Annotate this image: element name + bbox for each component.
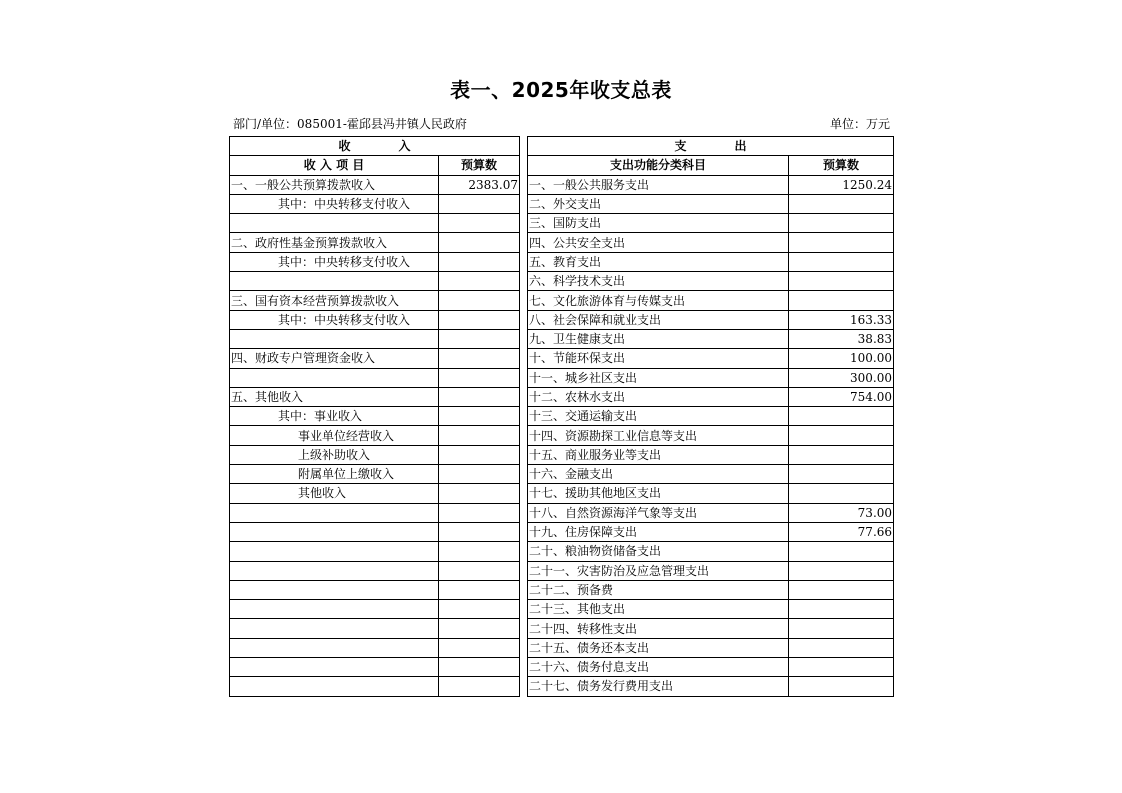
expense-budget-cell: 754.00 (789, 387, 894, 406)
income-item-cell: 二、政府性基金预算拨款收入 (230, 233, 439, 252)
table-row (230, 387, 894, 406)
expense-budget-cell (789, 638, 894, 657)
expense-budget-cell: 77.66 (789, 522, 894, 541)
table-row (230, 542, 894, 561)
expense-item-cell: 二十二、预备费 (528, 580, 789, 599)
income-item-cell (230, 503, 439, 522)
expense-item-cell: 十二、农林水支出 (528, 387, 789, 406)
income-item-cell: 四、财政专户管理资金收入 (230, 349, 439, 368)
expense-budget-cell (789, 272, 894, 291)
income-item-cell (230, 272, 439, 291)
column-gap (520, 465, 528, 484)
income-budget-cell (439, 291, 520, 310)
income-budget-cell (439, 561, 520, 580)
column-gap (520, 522, 528, 541)
column-gap (520, 503, 528, 522)
expense-budget-header: 预算数 (789, 156, 894, 175)
table-row (230, 252, 894, 271)
expense-budget-cell (789, 600, 894, 619)
table-row (230, 619, 894, 638)
expense-budget-cell (789, 194, 894, 213)
table-row (230, 426, 894, 445)
table-row (230, 194, 894, 213)
column-gap (520, 252, 528, 271)
table-header-row-2 (230, 156, 894, 175)
income-budget-cell (439, 310, 520, 329)
table-body (230, 175, 894, 696)
budget-table (229, 136, 894, 697)
expense-item-cell: 二十六、债务付息支出 (528, 658, 789, 677)
table-row (230, 349, 894, 368)
table-row (230, 175, 894, 194)
income-item-cell (230, 580, 439, 599)
table-row (230, 600, 894, 619)
income-budget-cell (439, 272, 520, 291)
expense-budget-cell: 100.00 (789, 349, 894, 368)
expense-budget-cell (789, 426, 894, 445)
column-gap (520, 137, 528, 156)
expense-item-cell: 二十一、灾害防治及应急管理支出 (528, 561, 789, 580)
expense-budget-cell: 1250.24 (789, 175, 894, 194)
income-budget-cell (439, 542, 520, 561)
income-item-cell (230, 214, 439, 233)
income-item-cell (230, 522, 439, 541)
table-row (230, 310, 894, 329)
column-gap (520, 175, 528, 194)
expense-item-cell: 七、文化旅游体育与传媒支出 (528, 291, 789, 310)
column-gap (520, 426, 528, 445)
column-gap (520, 445, 528, 464)
expense-item-cell: 五、教育支出 (528, 252, 789, 271)
income-item-cell: 附属单位上缴收入 (230, 465, 439, 484)
column-gap (520, 561, 528, 580)
table-row (230, 291, 894, 310)
income-item-cell: 上级补助收入 (230, 445, 439, 464)
column-gap (520, 484, 528, 503)
table-row (230, 445, 894, 464)
expense-section-header: 支 出 (528, 137, 894, 156)
income-item-cell (230, 638, 439, 657)
expense-budget-cell: 73.00 (789, 503, 894, 522)
expense-item-cell: 十四、资源勘探工业信息等支出 (528, 426, 789, 445)
table-row (230, 407, 894, 426)
expense-item-cell: 二十、粮油物资储备支出 (528, 542, 789, 561)
table-row (230, 638, 894, 657)
income-section-header: 收 入 (230, 137, 520, 156)
column-gap (520, 600, 528, 619)
expense-budget-cell (789, 465, 894, 484)
income-budget-cell (439, 484, 520, 503)
column-gap (520, 233, 528, 252)
income-budget-cell (439, 503, 520, 522)
income-item-cell (230, 368, 439, 387)
expense-budget-cell (789, 484, 894, 503)
column-gap (520, 310, 528, 329)
table-row (230, 465, 894, 484)
income-item-cell (230, 658, 439, 677)
expense-item-cell: 二十四、转移性支出 (528, 619, 789, 638)
table-row (230, 272, 894, 291)
expense-budget-cell (789, 233, 894, 252)
expense-budget-cell: 163.33 (789, 310, 894, 329)
income-item-cell: 其中：中央转移支付收入 (230, 252, 439, 271)
income-budget-cell (439, 522, 520, 541)
expense-budget-cell (789, 677, 894, 696)
table-header-row-1 (230, 137, 894, 156)
income-item-cell (230, 619, 439, 638)
expense-item-cell: 二十七、债务发行费用支出 (528, 677, 789, 696)
expense-budget-cell (789, 445, 894, 464)
income-budget-cell (439, 426, 520, 445)
expense-budget-cell (789, 542, 894, 561)
income-budget-cell (439, 368, 520, 387)
income-budget-cell (439, 214, 520, 233)
column-gap (520, 194, 528, 213)
table-row (230, 214, 894, 233)
column-gap (520, 214, 528, 233)
unit-label: 单位：万元 (829, 117, 890, 131)
expense-budget-cell (789, 580, 894, 599)
column-gap (520, 387, 528, 406)
table-row (230, 484, 894, 503)
expense-item-cell: 六、科学技术支出 (528, 272, 789, 291)
expense-item-cell: 十七、援助其他地区支出 (528, 484, 789, 503)
expense-budget-cell (789, 619, 894, 638)
income-budget-cell (439, 465, 520, 484)
expense-item-cell: 四、公共安全支出 (528, 233, 789, 252)
table-row (230, 677, 894, 696)
expense-item-cell: 二十三、其他支出 (528, 600, 789, 619)
income-budget-cell (439, 329, 520, 348)
income-budget-cell (439, 619, 520, 638)
table-row (230, 561, 894, 580)
table-row (230, 658, 894, 677)
expense-item-cell: 十五、商业服务业等支出 (528, 445, 789, 464)
income-budget-cell (439, 407, 520, 426)
department-label: 部门/单位：085001-霍邱县冯井镇人民政府 (233, 117, 467, 131)
expense-budget-cell: 300.00 (789, 368, 894, 387)
column-gap (520, 407, 528, 426)
expense-budget-cell: 38.83 (789, 329, 894, 348)
income-budget-cell (439, 387, 520, 406)
column-gap (520, 658, 528, 677)
expense-budget-cell (789, 561, 894, 580)
table-row (230, 580, 894, 599)
income-budget-cell (439, 677, 520, 696)
column-gap (520, 580, 528, 599)
expense-budget-cell (789, 214, 894, 233)
expense-item-cell: 十九、住房保障支出 (528, 522, 789, 541)
page-title: 表一、2025年收支总表 (450, 78, 672, 102)
income-budget-cell (439, 580, 520, 599)
column-gap (520, 349, 528, 368)
income-budget-cell (439, 638, 520, 657)
expense-item-cell: 一、一般公共服务支出 (528, 175, 789, 194)
column-gap (520, 156, 528, 175)
column-gap (520, 368, 528, 387)
table-row (230, 233, 894, 252)
income-item-cell: 其中：事业收入 (230, 407, 439, 426)
expense-item-cell: 二、外交支出 (528, 194, 789, 213)
expense-item-cell: 十八、自然资源海洋气象等支出 (528, 503, 789, 522)
column-gap (520, 329, 528, 348)
expense-item-cell: 八、社会保障和就业支出 (528, 310, 789, 329)
income-budget-cell (439, 194, 520, 213)
column-gap (520, 638, 528, 657)
column-gap (520, 542, 528, 561)
expense-item-cell: 十三、交通运输支出 (528, 407, 789, 426)
expense-item-header: 支出功能分类科目 (528, 156, 789, 175)
expense-budget-cell (789, 407, 894, 426)
expense-item-cell: 二十五、债务还本支出 (528, 638, 789, 657)
income-budget-cell (439, 658, 520, 677)
column-gap (520, 272, 528, 291)
expense-budget-cell (789, 252, 894, 271)
expense-item-cell: 九、卫生健康支出 (528, 329, 789, 348)
income-item-cell (230, 329, 439, 348)
income-item-cell: 三、国有资本经营预算拨款收入 (230, 291, 439, 310)
income-item-cell (230, 677, 439, 696)
income-budget-cell (439, 445, 520, 464)
income-item-cell (230, 561, 439, 580)
table-row (230, 503, 894, 522)
table-row (230, 368, 894, 387)
table-row (230, 522, 894, 541)
income-item-cell: 其中：中央转移支付收入 (230, 310, 439, 329)
income-budget-cell (439, 252, 520, 271)
expense-item-cell: 三、国防支出 (528, 214, 789, 233)
income-item-cell: 其中：中央转移支付收入 (230, 194, 439, 213)
income-item-cell: 事业单位经营收入 (230, 426, 439, 445)
expense-item-cell: 十、节能环保支出 (528, 349, 789, 368)
expense-item-cell: 十一、城乡社区支出 (528, 368, 789, 387)
column-gap (520, 677, 528, 696)
column-gap (520, 291, 528, 310)
income-item-cell: 五、其他收入 (230, 387, 439, 406)
expense-item-cell: 十六、金融支出 (528, 465, 789, 484)
expense-budget-cell (789, 291, 894, 310)
income-item-cell (230, 542, 439, 561)
column-gap (520, 619, 528, 638)
income-budget-header: 预算数 (439, 156, 520, 175)
income-item-header: 收 入 项 目 (230, 156, 439, 175)
income-budget-cell: 2383.07 (439, 175, 520, 194)
income-item-cell: 一、一般公共预算拨款收入 (230, 175, 439, 194)
income-budget-cell (439, 349, 520, 368)
income-budget-cell (439, 600, 520, 619)
income-item-cell: 其他收入 (230, 484, 439, 503)
income-item-cell (230, 600, 439, 619)
table-row (230, 329, 894, 348)
income-budget-cell (439, 233, 520, 252)
expense-budget-cell (789, 658, 894, 677)
